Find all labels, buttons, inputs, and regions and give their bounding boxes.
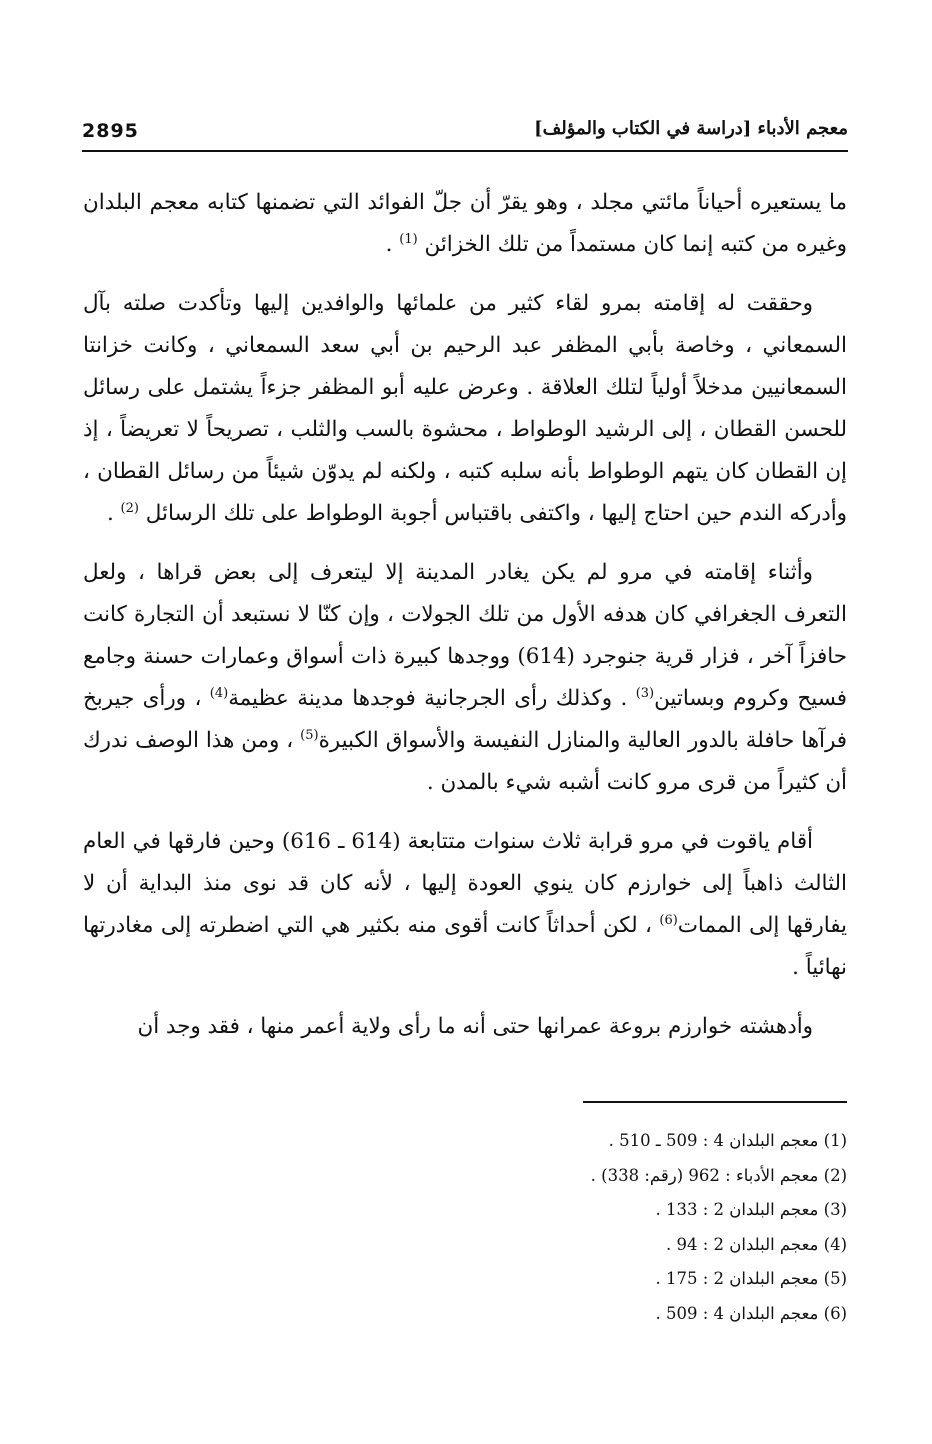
header-divider — [82, 150, 848, 152]
footnote-3: (3) معجم البلدان 2 : 133 . — [655, 1200, 847, 1219]
main-text — [83, 182, 847, 1065]
footnote-6: (6) معجم البلدان 4 : 509 . — [655, 1303, 847, 1323]
paragraph-tail: ، لكن أحداثاً كانت أقوى منه بكثير هي التي اضطرته إلى مغادرتها نهائياً . — [83, 913, 847, 980]
page-number: 2895 — [82, 120, 139, 142]
paragraph-text: أقام ياقوت في مرو قرابة ثلاث سنوات متتابعة (614 ـ 616) وحين فارقها في العام الثالث ذاهباً إلى خوارزم كان ينوي العودة إليها ، لأنه كان قد نوى منذ البداية أن لا يفارقها إلى الممات — [83, 829, 847, 938]
footnote-1: (1) معجم البلدان 4 : 509 ـ 510 . — [608, 1131, 847, 1150]
footnote-reference: (6) — [659, 912, 678, 928]
footnote-reference: (5) — [300, 727, 319, 743]
paragraph-4 — [83, 821, 847, 989]
footnote-4: (4) معجم البلدان 2 : 94 . — [665, 1234, 847, 1254]
paragraph-tail: ، ومن هذا الوصف ندرك أن كثيراً من قرى مرو كانت أشبه شيء بالمدن . — [83, 728, 847, 795]
paragraph-3 — [83, 552, 847, 804]
paragraph-2 — [83, 283, 847, 535]
paragraph-1 — [83, 182, 847, 266]
footnote-reference: (2) — [120, 500, 139, 516]
paragraph-text: ما يستعيره أحياناً مائتي مجلد ، وهو يقرّ أن جلّ الفوائد التي تضمنها كتابه معجم البلدان وغيره من كتبه إنما كان مستمداً من تلك الخزائن — [83, 190, 847, 257]
paragraph-text: وأدهشته خوارزم بروعة عمرانها حتى أنه ما رأى ولاية أعمر منها ، فقد وجد أن — [137, 1014, 813, 1039]
footnote-reference: (4) — [209, 685, 229, 701]
footnote-reference: (3) — [635, 685, 655, 701]
paragraph-5 — [83, 1006, 847, 1048]
footnote-5: (5) معجم البلدان 2 : 175 . — [655, 1269, 847, 1288]
paragraph-text: . وكذلك رأى الجرجانية فوجدها مدينة عظيمة — [228, 686, 636, 711]
paragraph-text: وأثناء إقامته في مرو لم يكن يغادر المدينة إلا ليتعرف إلى بعض قراها ، ولعل التعرف الجغرافي كان هدفه الأول من تلك الجولات ، وإن كنّا لا نستبعد أن التجارة كانت حافزاً آخر ، فزار قرية جنوجرد (614) ووجدها كبيرة ذات أسواق وعمارات حسنة وجامع فسيح وكروم وبساتين — [83, 560, 848, 711]
running-title: معجم الأدباء [دراسة في الكتاب والمؤلف] — [534, 118, 848, 139]
paragraph-tail: . — [385, 232, 400, 257]
footnote-reference: (1) — [399, 231, 418, 247]
footnote-divider — [583, 1101, 847, 1103]
paragraph-text: ، ورأى جيربخ فرآها حافلة بالدور العالية والمنازل النفيسة والأسواق الكبيرة — [83, 686, 847, 753]
footnotes — [400, 1124, 847, 1331]
paragraph-tail: . — [106, 501, 121, 526]
paragraph-text: وحققت له إقامته بمرو لقاء كثير من علمائها والوافدين إليها وتأكدت صلته بآل السمعاني ، وخاصة بأبي المظفر عبد الرحيم بن أبي سعد السمعاني ، وكانت خزانتا السمعانيين مدخلاً أولياً لتلك العلاقة . وعرض عليه أبو المظفر جزءاً يشتمل على رسائل للحسن القطان ، إلى الرشيد الوطواط ، محشوة بالسب والثلب ، تصريحاً لا تعريضاً ، إذ إن القطان كان يتهم الوطواط بأنه سلبه كتبه ، ولكنه لم يدوّن شيئاً من رسائل القطان ، وأدركه الندم حين احتاج إليها ، واكتفى باقتباس أجوبة الوطواط على تلك الرسائل — [83, 291, 847, 526]
page-header — [82, 118, 848, 152]
footnote-2: (2) معجم الأدباء : 962 (رقم: 338) . — [590, 1165, 847, 1185]
